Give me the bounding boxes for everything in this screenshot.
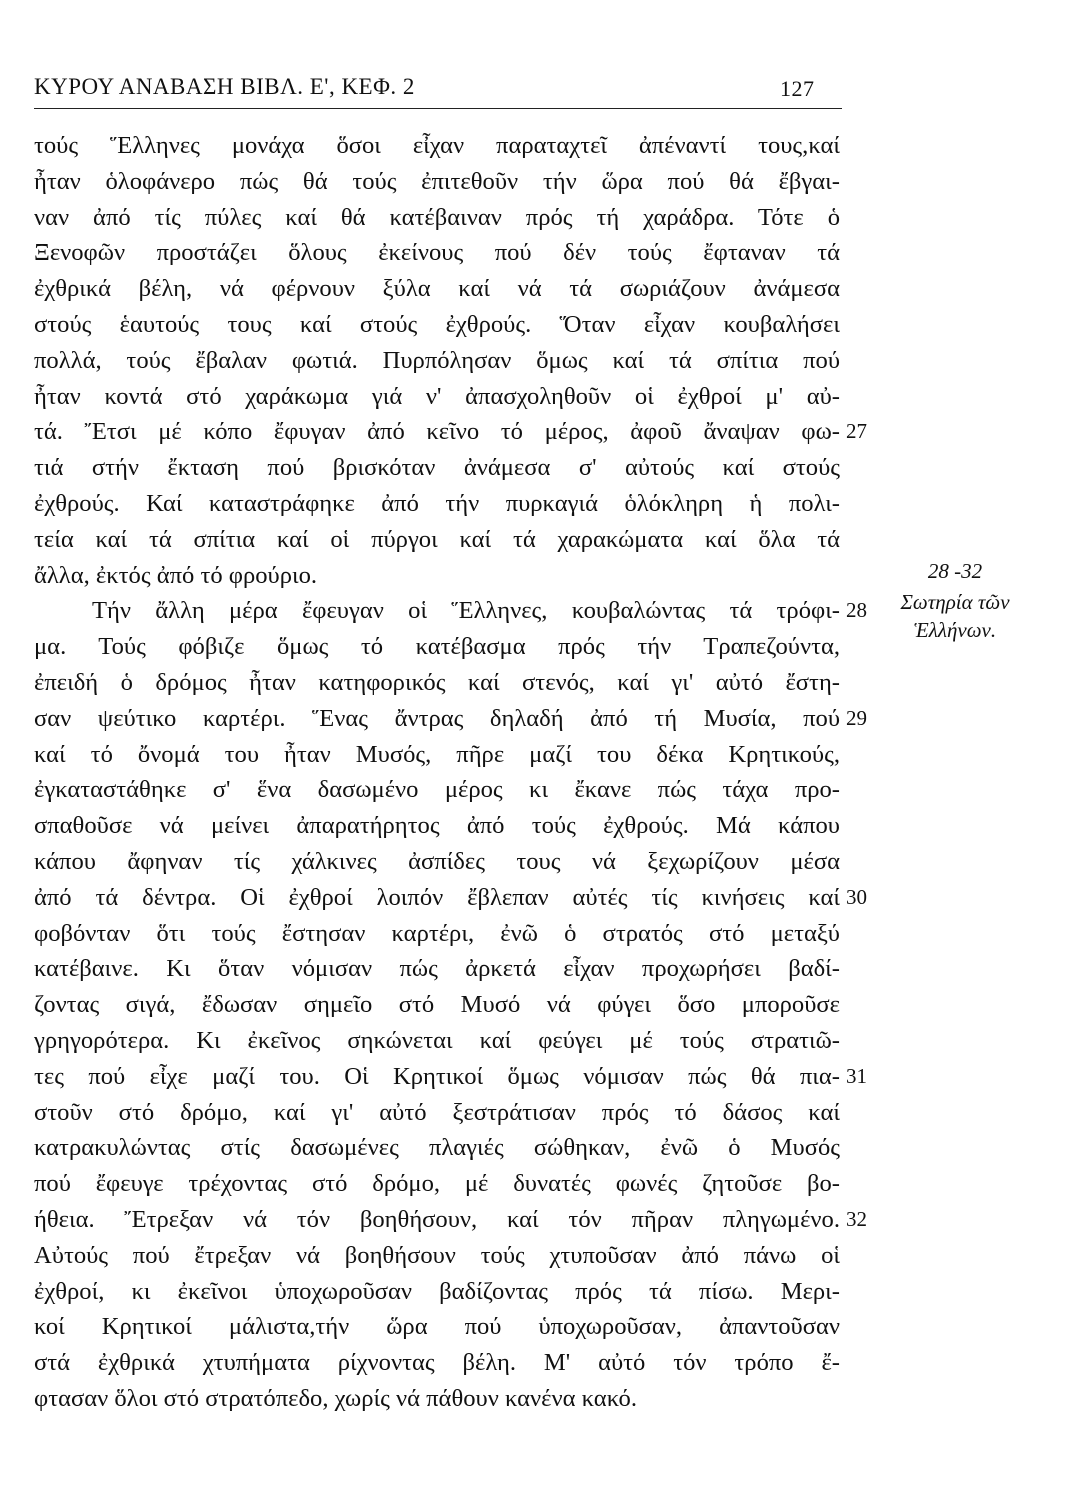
- text-line-content: ἀπό τά δέντρα. Οἱ ἐχθροί λοιπόν ἔβλεπαν αὐτές τίς κινήσεις καί: [34, 883, 840, 911]
- text-line: κοί Κρητικοί μάλιστα,τήν ὥρα πού ὑποχωροῦσαν, ἀπαντοῦσαν: [34, 1313, 840, 1341]
- text-line: στοῦν στό δρόμο, καί γι' αὐτό ξεστράτισαν πρός τό δάσος καί: [34, 1098, 840, 1126]
- text-line: κάπου ἄφηναν τίς χάλκινες ἀσπίδες τους νά ξεχωρίζουν μέσα: [34, 847, 840, 875]
- text-line: φτασαν ὅλοι στό στρατόπεδο, χωρίς νά πάθουν κανένα κακό.: [34, 1384, 637, 1412]
- page-number: 127: [780, 76, 815, 101]
- text-line: ζοντας σιγά, ἔδωσαν σημεῖο στό Μυσό νά φύγει ὅσο μποροῦσε: [34, 991, 840, 1019]
- text-line: ἄλλα, ἐκτός ἀπό τό φρούριο.: [34, 561, 318, 589]
- text-line: ἦταν ὁλοφάνερο πώς θά τούς ἐπιτεθοῦν τήν ὥρα πού θά ἔβγαι-: [34, 167, 840, 195]
- verse-number-27: 27: [846, 419, 867, 444]
- verse-number-28: 28: [846, 598, 867, 623]
- sidenote-range: 28 -32: [927, 559, 983, 583]
- text-line: ἐχθρικά βέλη, νά φέρνουν ξύλα καί νά τά σωριάζουν ἀνάμεσα: [34, 275, 840, 303]
- text-line-content: ήθεια. Ἔτρεξαν νά τόν βοηθήσουν, καί τόν πῆραν πληγωμένο.: [34, 1205, 840, 1233]
- verse-number-30: 30: [846, 884, 867, 909]
- sidenote-line: Σωτηρία τῶν: [900, 590, 1010, 614]
- text-line: ἐχθρούς. Καί καταστράφηκε ἀπό τήν πυρκαγιά ὁλόκληρη ἡ πολι-: [34, 489, 840, 517]
- text-line: Αὐτούς πού ἔτρεξαν νά βοηθήσουν τούς χτυποῦσαν ἀπό πάνω οἱ: [34, 1241, 840, 1269]
- text-line-v32: [34, 1202, 867, 1238]
- text-line-content: τά. Ἔτσι μέ κόπο ἔφυγαν ἀπό κεῖνο τό μέρος, ἀφοῦ ἄναψαν φω-: [34, 418, 840, 446]
- text-line-v30: [34, 880, 867, 916]
- text-line: τεία καί τά σπίτια καί οἱ πύργοι καί τά χαρακώματα καί ὅλα τά: [34, 525, 840, 553]
- text-line-content: τες πού εἶχε μαζί του. Οἱ Κρητικοί ὅμως νόμισαν πώς θά πια-: [34, 1062, 840, 1090]
- text-line: γρηγορότερα. Κι ἐκεῖνος σηκώνεται καί φεύγει μέ τούς στρατιῶ-: [34, 1026, 840, 1054]
- text-line-content: Τήν ἄλλη μέρα ἔφευγαν οἱ Ἕλληνες, κουβαλώντας τά τρόφι-: [92, 597, 840, 625]
- text-line-v29: [34, 701, 867, 737]
- header-rule: [34, 108, 842, 109]
- verse-number-31: 31: [846, 1063, 867, 1088]
- text-line: τιά στήν ἔκταση πού βρισκόταν ἀνάμεσα σ' αὐτούς καί στούς: [34, 454, 840, 482]
- verse-number-32: 32: [846, 1206, 867, 1231]
- text-line: Ξενοφῶν προστάζει ὅλους ἐκείνους πού δέν τούς ἔφταναν τά: [34, 239, 840, 267]
- running-head: [34, 68, 834, 108]
- text-line: μα. Τούς φόβιζε ὅμως τό κατέβασμα πρός τήν Τραπεζούντα,: [34, 633, 840, 661]
- text-line-v27: [34, 414, 867, 450]
- text-line: ἐπειδή ὁ δρόμος ἦταν κατηφορικός καί στενός, καί γι' αὐτό ἔστη-: [34, 668, 840, 696]
- text-line: καί τό ὄνομά του ἦταν Μυσός, πῆρε μαζί του δέκα Κρητικούς,: [34, 740, 840, 768]
- text-line: κατρακυλώντας στίς δασωμένες πλαγιές σώθηκαν, ἐνῶ ὁ Μυσός: [34, 1134, 840, 1162]
- body-text: [34, 128, 867, 1417]
- text-line: τούς Ἕλληνες μονάχα ὅσοι εἶχαν παραταχτεῖ ἀπέναντί τους,καί: [34, 132, 840, 159]
- text-line-v28: [34, 593, 867, 629]
- text-line: φοβόνταν ὅτι τούς ἔστησαν καρτέρι, ἐνῶ ὁ στρατός στό μεταξύ: [34, 919, 840, 947]
- sidenote-line: Ἑλλήνων.: [913, 618, 997, 642]
- text-line: στά ἐχθρικά χτυπήματα ρίχνοντας βέλη. Μ' αὐτό τόν τρόπο ἔ-: [34, 1349, 840, 1377]
- text-line-v31: [34, 1059, 867, 1095]
- running-head-title: ΚΥΡΟΥ ΑΝΑΒΑΣΗ ΒΙΒΛ. Ε', ΚΕΦ. 2: [34, 74, 415, 99]
- text-line: πού ἔφευγε τρέχοντας στό δρόμο, μέ δυνατές φωνές ζητοῦσε βο-: [34, 1170, 840, 1198]
- text-line: ἐγκαταστάθηκε σ' ἕνα δασωμένο μέρος κι ἔκανε πώς τάχα προ-: [34, 776, 840, 804]
- margin-sidenote: [860, 554, 1050, 644]
- text-line-content: σαν ψεύτικο καρτέρι. Ἕνας ἄντρας δηλαδή ἀπό τή Μυσία, πού: [34, 704, 840, 732]
- text-line: ναν ἀπό τίς πύλες καί θά κατέβαιναν πρός τή χαράδρα. Τότε ὁ: [34, 203, 840, 231]
- text-line: ἦταν κοντά στό χαράκωμα γιά ν' ἀπασχοληθοῦν οἱ ἐχθροί μ' αὐ-: [34, 382, 840, 410]
- text-line: στούς ἑαυτούς τους καί στούς ἐχθρούς. Ὅταν εἶχαν κουβαλήσει: [34, 310, 840, 338]
- text-line: πολλά, τούς ἔβαλαν φωτιά. Πυρπόλησαν ὅμως καί τά σπίτια πού: [34, 346, 840, 374]
- verse-number-29: 29: [846, 705, 867, 730]
- text-line: ἐχθροί, κι ἐκεῖνοι ὑποχωροῦσαν βαδίζοντας πρός τά πίσω. Μερι-: [34, 1277, 840, 1305]
- text-line: κατέβαινε. Κι ὅταν νόμισαν πώς ἀρκετά εἶχαν προχωρήσει βαδί-: [34, 955, 840, 983]
- text-line: σπαθοῦσε νά μείνει ἀπαρατήρητος ἀπό τούς ἐχθρούς. Μά κάπου: [34, 812, 840, 840]
